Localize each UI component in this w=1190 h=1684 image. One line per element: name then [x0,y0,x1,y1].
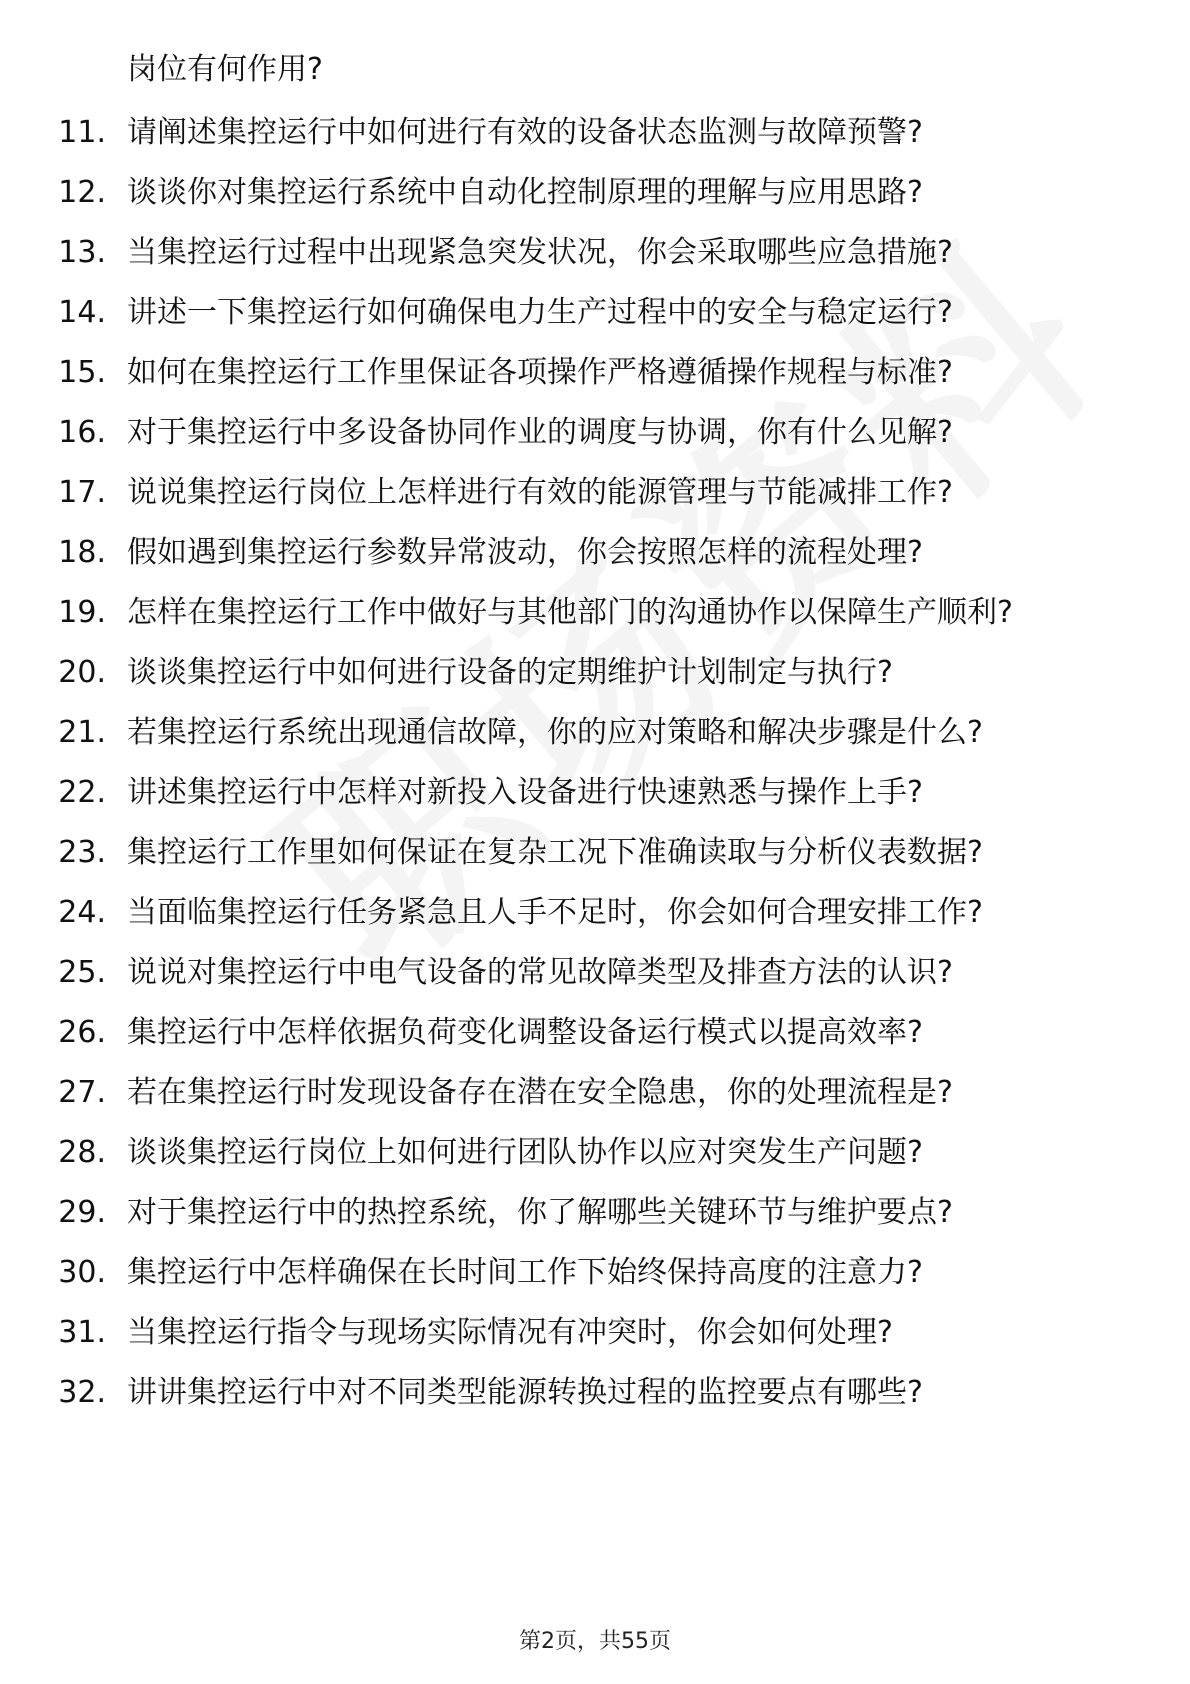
question-number: 20. [58,655,106,690]
question-text: 说说对集控运行中电气设备的常见故障类型及排查方法的认识? [127,955,953,990]
question-item [0,1131,1190,1175]
question-text: 对于集控运行中的热控系统，你了解哪些关键环节与维护要点? [127,1195,953,1230]
question-number: 21. [58,715,106,750]
page-number-footer: 第2页，共55页 [519,1629,671,1654]
continued-question-text: 岗位有何作用? [127,52,323,87]
question-number: 31. [58,1315,106,1350]
question-number: 12. [58,175,106,210]
question-item [0,831,1190,875]
question-number: 19. [58,595,106,630]
question-number: 32. [58,1375,106,1410]
question-number: 23. [58,835,106,870]
question-item [0,111,1190,155]
question-item [0,1371,1190,1415]
question-text: 请阐述集控运行中如何进行有效的设备状态监测与故障预警? [127,115,923,150]
question-number: 27. [58,1075,106,1110]
question-number: 18. [58,535,106,570]
question-number: 24. [58,895,106,930]
question-item [0,231,1190,275]
question-text: 当集控运行指令与现场实际情况有冲突时，你会如何处理? [127,1315,893,1350]
question-item [0,951,1190,995]
question-item [0,771,1190,815]
question-text: 谈谈集控运行中如何进行设备的定期维护计划制定与执行? [127,655,893,690]
question-text: 集控运行中怎样确保在长时间工作下始终保持高度的注意力? [127,1255,923,1290]
question-text: 说说集控运行岗位上怎样进行有效的能源管理与节能减排工作? [127,475,953,510]
question-number: 15. [58,355,106,390]
question-item [0,411,1190,455]
question-item [0,291,1190,335]
question-item [0,351,1190,395]
question-text: 集控运行中怎样依据负荷变化调整设备运行模式以提高效率? [127,1015,923,1050]
question-text: 假如遇到集控运行参数异常波动，你会按照怎样的流程处理? [127,535,923,570]
question-item [0,1311,1190,1355]
question-number: 16. [58,415,106,450]
question-number: 25. [58,955,106,990]
question-item [0,711,1190,755]
question-item [0,171,1190,215]
question-text: 谈谈集控运行岗位上如何进行团队协作以应对突发生产问题? [127,1135,923,1170]
question-text: 若集控运行系统出现通信故障，你的应对策略和解决步骤是什么? [127,715,983,750]
question-text: 怎样在集控运行工作中做好与其他部门的沟通协作以保障生产顺利? [127,595,1013,630]
question-text: 谈谈你对集控运行系统中自动化控制原理的理解与应用思路? [127,175,923,210]
question-item [0,591,1190,635]
question-number: 28. [58,1135,106,1170]
question-item [0,1191,1190,1235]
question-item [0,891,1190,935]
question-text: 讲讲集控运行中对不同类型能源转换过程的监控要点有哪些? [127,1375,923,1410]
question-number: 11. [58,115,106,150]
question-item [0,1011,1190,1055]
question-number: 14. [58,295,106,330]
question-item [0,1071,1190,1115]
question-number: 17. [58,475,106,510]
question-number: 26. [58,1015,106,1050]
question-text: 当面临集控运行任务紧急且人手不足时，你会如何合理安排工作? [127,895,983,930]
question-number: 13. [58,235,106,270]
question-item [0,471,1190,515]
question-text: 讲述集控运行中怎样对新投入设备进行快速熟悉与操作上手? [127,775,923,810]
question-number: 29. [58,1195,106,1230]
question-text: 如何在集控运行工作里保证各项操作严格遵循操作规程与标准? [127,355,953,390]
question-list [0,111,1190,1431]
question-number: 22. [58,775,106,810]
question-item [0,531,1190,575]
question-text: 讲述一下集控运行如何确保电力生产过程中的安全与稳定运行? [127,295,953,330]
question-number: 30. [58,1255,106,1290]
question-item [0,1251,1190,1295]
question-text: 对于集控运行中多设备协同作业的调度与协调，你有什么见解? [127,415,953,450]
question-item [0,651,1190,695]
question-text: 集控运行工作里如何保证在复杂工况下准确读取与分析仪表数据? [127,835,983,870]
question-text: 若在集控运行时发现设备存在潜在安全隐患，你的处理流程是? [127,1075,953,1110]
question-text: 当集控运行过程中出现紧急突发状况，你会采取哪些应急措施? [127,235,953,270]
